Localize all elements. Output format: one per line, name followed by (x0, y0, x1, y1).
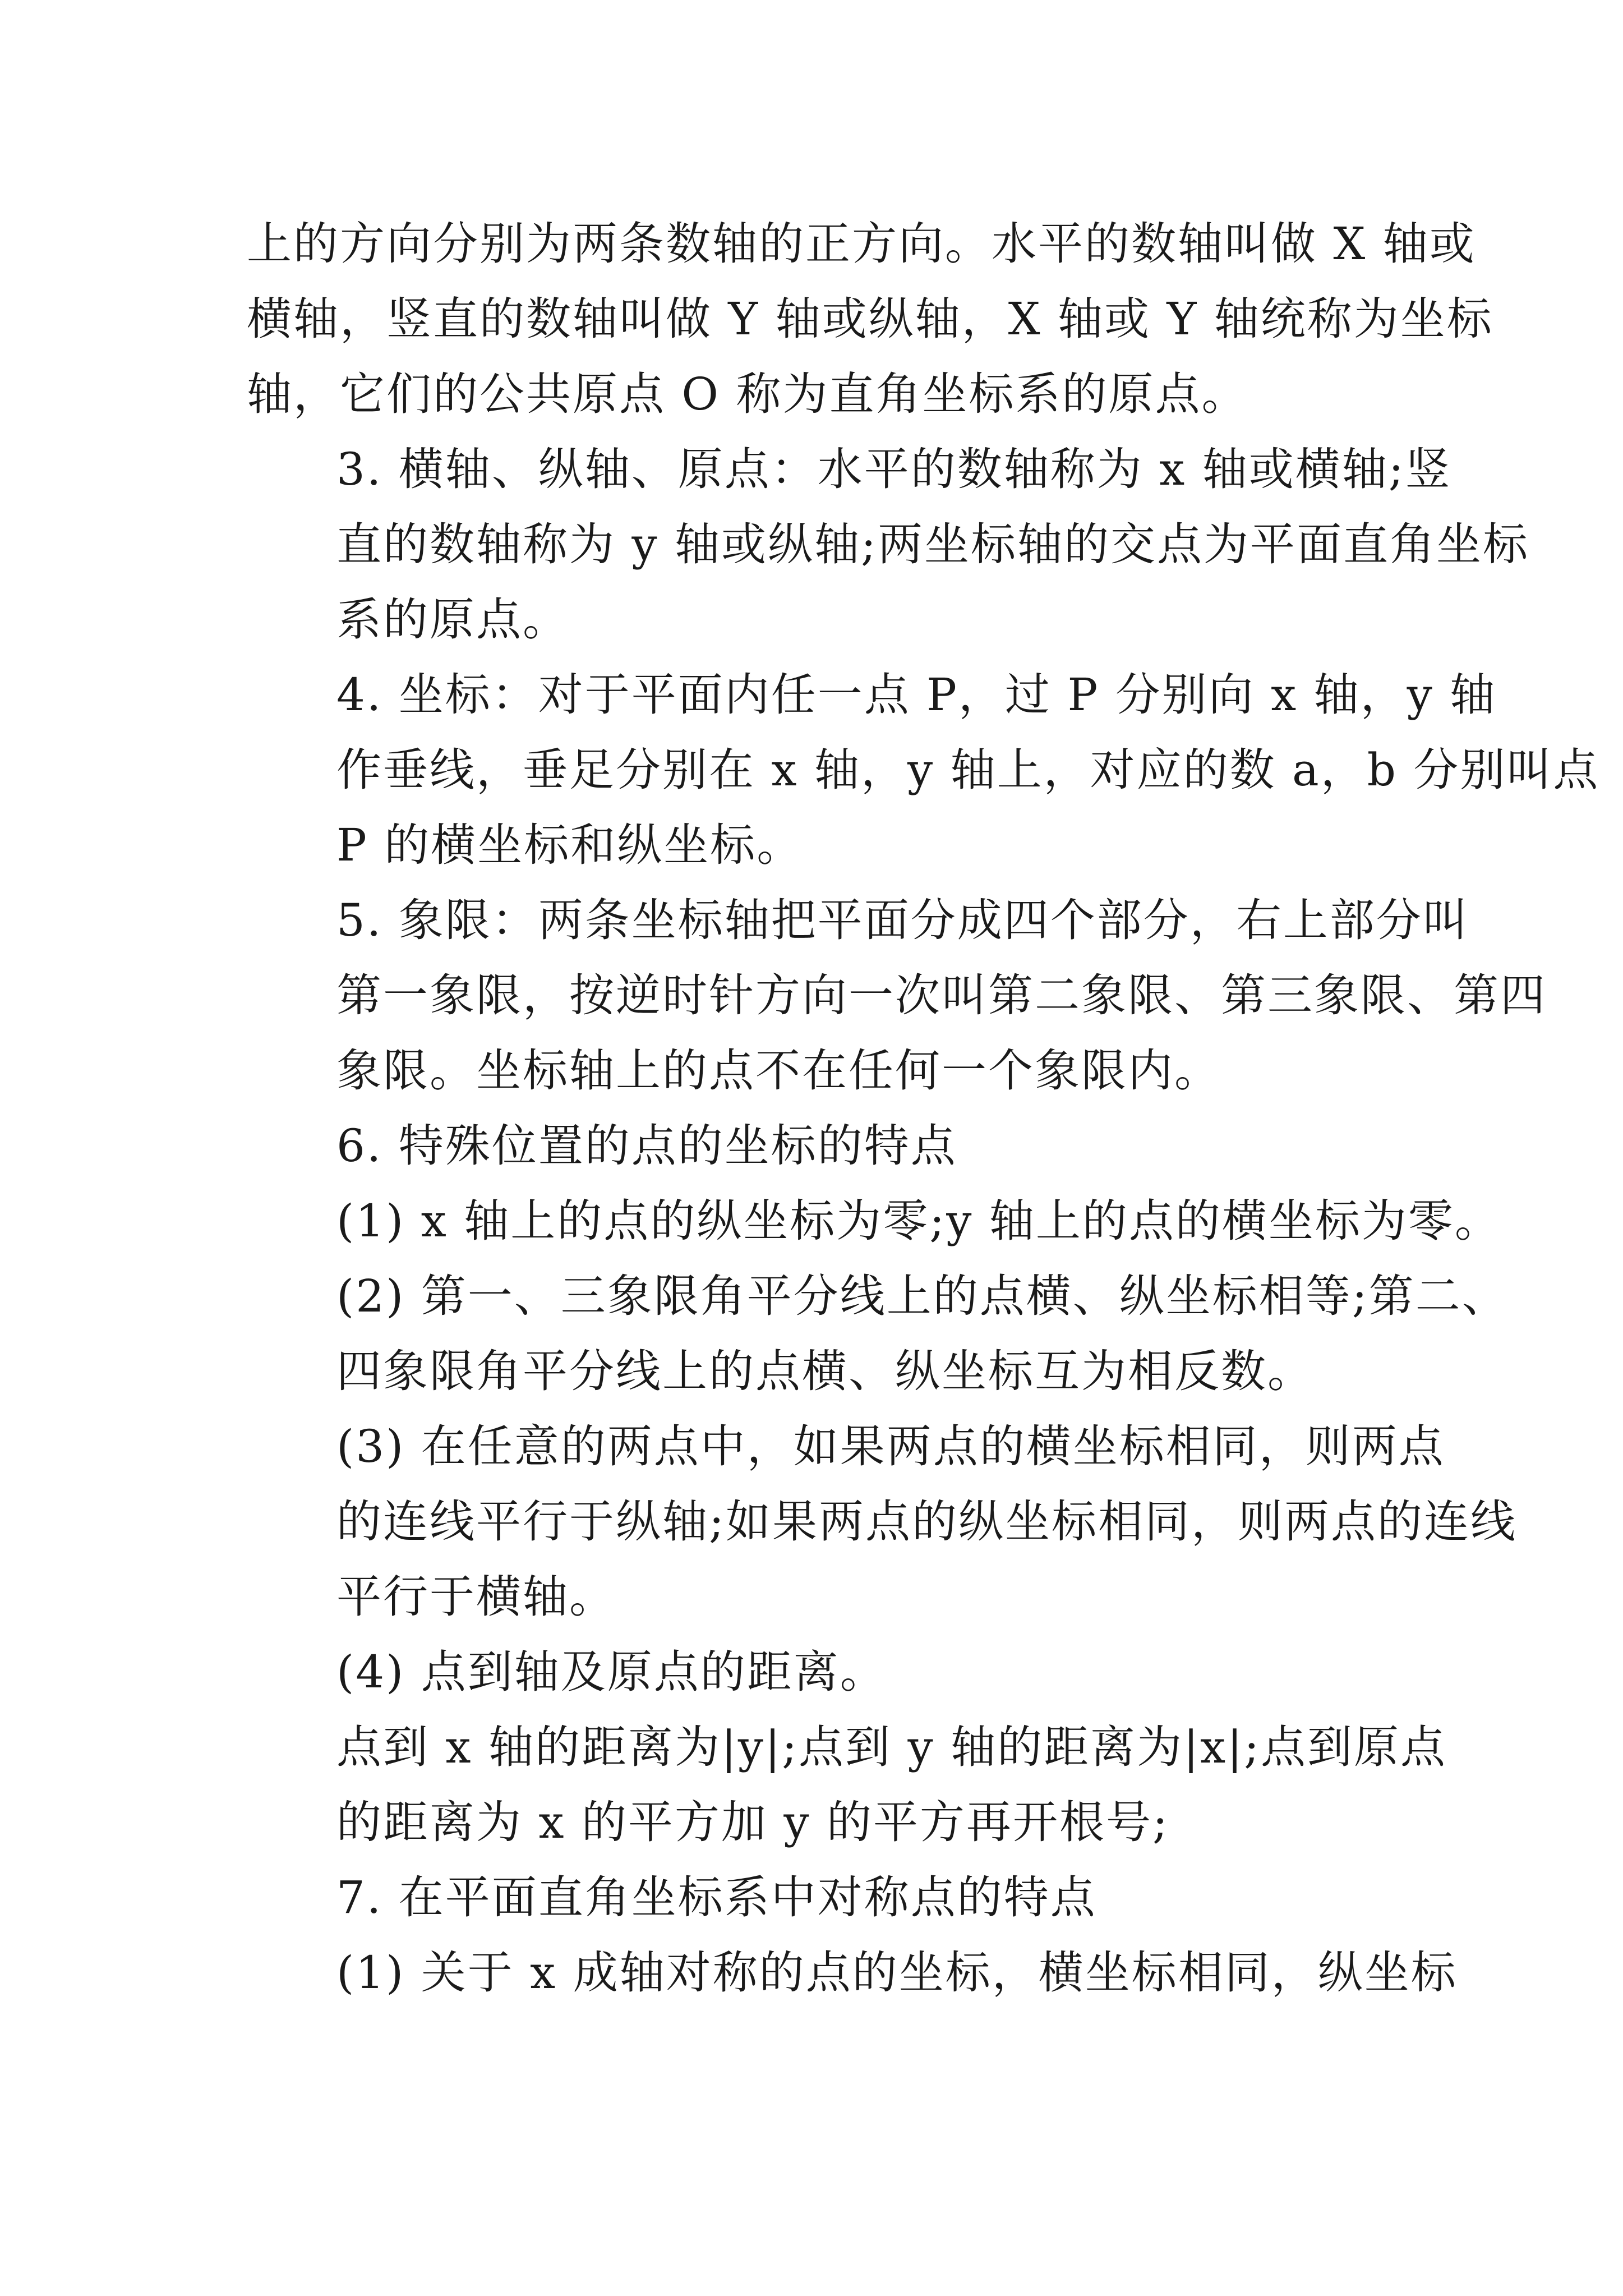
paragraph (247, 206, 1493, 432)
paragraph (247, 1635, 1387, 1710)
text-line: 第一象限，按逆时针方向一次叫第二象限、第三象限、第四 (336, 969, 1547, 1022)
document-body (247, 206, 1600, 2010)
text-line: 四象限角平分线上的点横、纵坐标互为相反数。 (336, 1345, 1314, 1397)
text-line: 轴，它们的公共原点 O 称为直角坐标系的原点。 (247, 368, 1248, 420)
text-line: (1) x 轴上的点的纵坐标为零;y 轴上的点的横坐标为零。 (336, 1195, 1501, 1247)
text-line: 系的原点。 (336, 593, 569, 646)
text-line: (2) 第一、三象限角平分线上的点横、纵坐标相等;第二、 (336, 1270, 1509, 1322)
paragraph (247, 1409, 1517, 1635)
text-line: (3) 在任意的两点中，如果两点的横坐标相同，则两点 (336, 1420, 1445, 1473)
text-line: 象限。坐标轴上的点不在任何一个象限内。 (336, 1045, 1221, 1097)
paragraph (247, 1935, 1458, 2010)
text-line: 3. 横轴、纵轴、原点：水平的数轴称为 x 轴或横轴;竖 (336, 443, 1452, 495)
paragraph (247, 432, 1530, 657)
paragraph (247, 1259, 1509, 1409)
paragraph (247, 1108, 1387, 1184)
text-line: 5. 象限：两条坐标轴把平面分成四个部分，右上部分叫 (336, 894, 1469, 946)
paragraph (247, 883, 1547, 1108)
text-line: 横轴，竖直的数轴叫做 Y 轴或纵轴，X 轴或 Y 轴统称为坐标 (247, 293, 1493, 345)
paragraph (247, 1710, 1447, 1860)
text-line: 点到 x 轴的距离为|y|;点到 y 轴的距离为|x|;点到原点 (336, 1721, 1447, 1773)
text-line: 4. 坐标：对于平面内任一点 P，过 P 分别向 x 轴，y 轴 (336, 669, 1497, 721)
paragraph (247, 1184, 1501, 1259)
text-line: 的连线平行于纵轴;如果两点的纵坐标相同，则两点的连线 (336, 1496, 1517, 1548)
text-line: 6. 特殊位置的点的坐标的特点 (336, 1120, 957, 1172)
text-line: (4) 点到轴及原点的距离。 (336, 1646, 887, 1698)
text-line: 平行于横轴。 (336, 1571, 616, 1623)
text-line: 作垂线，垂足分别在 x 轴，y 轴上，对应的数 a，b 分别叫点 (336, 744, 1600, 796)
text-line: 上的方向分别为两条数轴的正方向。水平的数轴叫做 X 轴或 (247, 218, 1476, 270)
paragraph (247, 1860, 1387, 1935)
text-line: 直的数轴称为 y 轴或纵轴;两坐标轴的交点为平面直角坐标 (336, 518, 1530, 570)
text-line: 7. 在平面直角坐标系中对称点的特点 (336, 1871, 1097, 1924)
paragraph (247, 657, 1600, 883)
text-line: (1) 关于 x 成轴对称的点的坐标，横坐标相同，纵坐标 (336, 1947, 1458, 1999)
text-line: 的距离为 x 的平方加 y 的平方再开根号; (336, 1796, 1169, 1848)
text-line: P 的横坐标和纵坐标。 (336, 819, 804, 871)
